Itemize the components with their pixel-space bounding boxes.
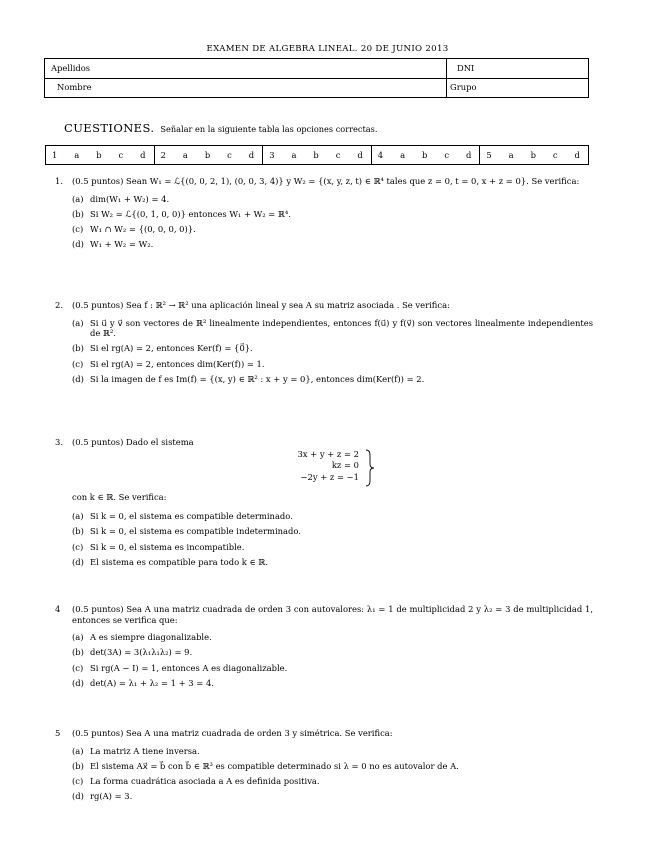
question-statement: (0.5 puntos) Sea f : ℝ² → ℝ² una aplicación lineal y sea A su matriz asociada . Se verifica: (72, 300, 450, 310)
option-label: (b) (72, 760, 84, 771)
option-label: (a) (72, 511, 84, 521)
option-d (72, 557, 593, 568)
option-b (72, 647, 593, 658)
answer-option-a[interactable]: a (74, 149, 80, 160)
option-label: (b) (72, 647, 84, 658)
option-text: Si k = 0, el sistema es compatible indeterminado. (90, 526, 301, 537)
option-c (72, 542, 593, 553)
option-d (72, 374, 593, 385)
option-text: W₁ + W₂ = W₂. (90, 239, 154, 250)
divider (45, 78, 588, 79)
answer-cell-2 (155, 146, 264, 164)
option-label: (a) (72, 317, 84, 328)
option-label: (d) (72, 556, 84, 567)
option-text: dim(W₁ + W₂) = 4. (90, 193, 170, 204)
answer-number: 1 (52, 149, 58, 160)
option-label: (d) (72, 239, 84, 250)
option-a (72, 194, 593, 205)
option-text: Si k = 0, el sistema es incompatible. (90, 541, 245, 552)
option-label: (a) (72, 745, 84, 756)
option-label: (a) (72, 193, 84, 204)
option-label: (c) (72, 224, 84, 235)
option-text: La forma cuadrática asociada a A es definida positiva. (90, 776, 320, 787)
equation-system (283, 449, 383, 489)
system-condition: con k ∈ ℝ. Se verifica: (72, 492, 167, 502)
answer-option-d[interactable]: d (574, 149, 580, 160)
answer-option-b[interactable]: b (530, 149, 536, 160)
option-d (72, 239, 593, 250)
option-label: (d) (72, 373, 84, 384)
option-text: Si W₂ = ℒ{(0, 1, 0, 0)} entonces W₁ + W₂ = ℝ⁴. (90, 208, 291, 219)
question-statement: (0.5 puntos) Sea A una matriz cuadrada de orden 3 con autovalores: λ₁ = 1 de multiplicidad 2 y λ₂ = 3 de multiplicidad 1, entonces se verifica que: (72, 604, 593, 625)
option-a (72, 746, 593, 757)
section-title: CUESTIONES. (64, 121, 155, 135)
option-c (72, 776, 593, 787)
option-d (72, 791, 593, 802)
option-b (72, 526, 593, 537)
option-text: W₁ ∩ W₂ = {(0, 0, 0, 0)}. (90, 224, 196, 235)
divider (446, 59, 447, 97)
option-a (72, 318, 593, 339)
question-1 (55, 176, 593, 255)
question-statement: (0.5 puntos) Sea A una matriz cuadrada de orden 3 y simétrica. Se verifica: (72, 728, 393, 738)
option-label: (d) (72, 677, 84, 688)
equation-3: −2y + z = −1 (300, 471, 359, 482)
student-info-box (44, 58, 589, 98)
equation-2: kz = 0 (331, 460, 359, 471)
question-number: 3. (55, 437, 63, 447)
question-statement: (0.5 puntos) Dado el sistema (72, 437, 194, 447)
option-label: (b) (72, 343, 84, 354)
answer-option-b[interactable]: b (422, 149, 428, 160)
option-c (72, 359, 593, 370)
option-label: (b) (72, 208, 84, 219)
option-label: (c) (72, 662, 84, 673)
answer-option-c[interactable]: c (444, 149, 450, 160)
answer-cell-4 (372, 146, 481, 164)
answer-number: 3 (269, 149, 275, 160)
exam-title: EXAMEN DE ALGEBRA LINEAL. 20 DE JUNIO 2013 (206, 44, 449, 54)
option-b (72, 343, 593, 354)
answer-number: 5 (486, 149, 492, 160)
option-label: (a) (72, 632, 84, 642)
question-3-options (55, 511, 593, 572)
option-label: (d) (72, 791, 84, 802)
option-text: rg(A) = 3. (90, 791, 133, 802)
option-c (72, 224, 593, 235)
nombre-field[interactable]: Nombre (57, 82, 92, 92)
question-4 (55, 604, 593, 693)
option-a (72, 511, 593, 522)
option-text: Si k = 0, el sistema es compatible determinado. (90, 511, 293, 521)
grupo-field[interactable]: Grupo (450, 82, 477, 92)
question-3 (55, 437, 593, 448)
option-label: (c) (72, 541, 84, 552)
answer-cell-1 (46, 146, 155, 164)
option-text: Si la imagen de f es Im(f) = {(x, y) ∈ ℝ² : x + y = 0}, entonces dim(Ker(f)) = 2. (90, 373, 425, 384)
option-b (72, 209, 593, 220)
option-text: El sistema es compatible para todo k ∈ ℝ. (90, 556, 269, 567)
option-text: Si u⃗ y v⃗ son vectores de ℝ² linealmente independientes, entonces f(u⃗) y f(v⃗) son vectores linealmente independientes de ℝ². (90, 317, 593, 338)
option-label: (c) (72, 776, 84, 787)
answer-option-b[interactable]: b (96, 149, 102, 160)
option-label: (b) (72, 526, 84, 537)
answer-option-a[interactable]: a (182, 149, 188, 160)
option-text: A es siempre diagonalizable. (90, 632, 212, 642)
answer-option-c[interactable]: c (118, 149, 124, 160)
question-number: 4 (55, 604, 61, 614)
answer-option-d[interactable]: d (465, 149, 472, 160)
answer-option-c[interactable]: c (227, 149, 232, 160)
answer-cell-5 (480, 146, 588, 164)
equation-1: 3x + y + z = 2 (297, 449, 359, 459)
option-a (72, 632, 593, 643)
answer-option-d[interactable]: d (357, 149, 363, 160)
answer-number: 4 (377, 149, 384, 160)
answer-option-d[interactable]: d (140, 149, 146, 160)
question-statement: (0.5 puntos) Sean W₁ = ℒ{(0, 0, 2, 1), (0, 0, 3, 4)} y W₂ = {(x, y, z, t) ∈ ℝ⁴ tales que z = 0, t = 0, x + z = 0}. Se verifica: (72, 176, 580, 186)
answer-table (45, 145, 589, 165)
answer-option-a[interactable]: a (508, 149, 514, 160)
option-text: det(3A) = 3(λ₁λ₁λ₂) = 9. (90, 647, 193, 658)
answer-number: 2 (160, 149, 166, 160)
option-text: det(A) = λ₁ + λ₂ = 1 + 3 = 4. (90, 677, 214, 688)
question-5 (55, 728, 593, 807)
answer-cell-3 (263, 146, 372, 164)
question-number: 2. (55, 300, 63, 310)
question-2 (55, 300, 593, 389)
option-c (72, 663, 593, 674)
question-number: 5 (55, 728, 61, 738)
answer-option-c[interactable]: c (552, 149, 558, 160)
option-text: La matriz A tiene inversa. (90, 745, 200, 756)
right-brace-icon (365, 449, 375, 487)
answer-option-b[interactable]: b (313, 149, 319, 160)
answer-option-a[interactable]: a (400, 149, 406, 160)
option-d (72, 678, 593, 689)
option-text: El sistema Ax⃗ = b⃗ con b⃗ ∈ ℝ³ es compatible determinado si λ = 0 no es autovalor de A. (90, 760, 459, 771)
section-heading (64, 121, 377, 135)
dni-field[interactable]: DNI (457, 63, 475, 73)
answer-option-d[interactable]: d (248, 149, 255, 160)
option-b (72, 761, 593, 772)
option-text: Si el rg(A) = 2, entonces Ker(f) = {0⃗}. (90, 343, 253, 354)
option-text: Si el rg(A) = 2, entonces dim(Ker(f)) = 1. (90, 358, 265, 369)
answer-option-b[interactable]: b (204, 149, 211, 160)
section-instruction: Señalar en la siguiente tabla las opciones correctas. (160, 124, 378, 134)
option-label: (c) (72, 358, 84, 369)
answer-option-c[interactable]: c (335, 149, 341, 160)
apellidos-field[interactable]: Apellidos (51, 63, 91, 73)
answer-option-a[interactable]: a (291, 149, 297, 160)
option-text: Si rg(A − I) = 1, entonces A es diagonalizable. (90, 662, 288, 673)
question-number: 1. (55, 176, 63, 186)
